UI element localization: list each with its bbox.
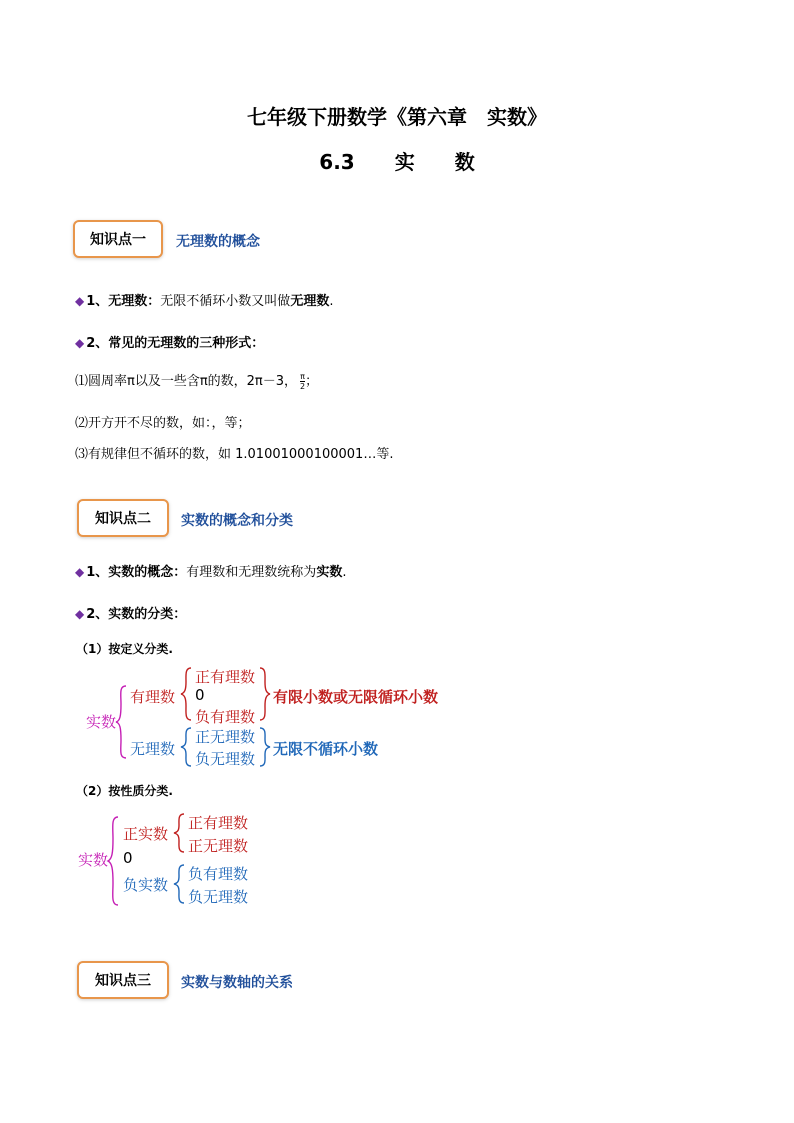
classification-1-label: （1）按定义分类.: [76, 642, 173, 656]
kp2-item-2: ◆ 2、实数的分类：: [75, 607, 187, 622]
tree-rational: 有理数: [130, 688, 176, 706]
tree-root-real: 实数: [78, 851, 109, 869]
tree-negative-irrational: 负无理数: [188, 888, 249, 906]
page-title: 七年级下册数学《第六章 实数》: [247, 105, 547, 129]
kp1-item-1: ◆ 1、无理数：无限不循环小数又叫做无理数.: [75, 294, 334, 309]
tree-root-real: 实数: [86, 713, 117, 731]
tree-zero: 0: [123, 849, 133, 867]
knowledge-point-2-badge: [77, 499, 169, 537]
section-title: 6.3 实 数: [319, 150, 475, 174]
tree-irrational-description: 无限不循环小数: [273, 740, 379, 758]
tree-rational-description: 有限小数或无限循环小数: [273, 688, 439, 706]
tree-positive-rational: 正有理数: [188, 814, 249, 832]
tree-negative-irrational: 负无理数: [195, 750, 256, 768]
tree-irrational: 无理数: [130, 740, 176, 758]
knowledge-point-3-heading: 实数与数轴的关系: [181, 975, 293, 991]
knowledge-point-1-heading: 无理数的概念: [176, 234, 260, 250]
tree-negative-rational: 负有理数: [195, 708, 256, 726]
tree-positive-rational: 正有理数: [195, 668, 256, 686]
left-brace-icon: [114, 684, 128, 760]
diamond-bullet-icon: ◆: [75, 294, 85, 308]
tree-positive-real: 正实数: [123, 825, 169, 843]
tree-negative-rational: 负有理数: [188, 865, 249, 883]
left-brace-icon: [179, 666, 193, 722]
kp2-item-1: ◆ 1、实数的概念：有理数和无理数统称为实数.: [75, 565, 347, 580]
classification-2-label: （2）按性质分类.: [76, 784, 173, 798]
right-brace-icon: [258, 666, 272, 722]
tree-positive-irrational: 正无理数: [195, 728, 256, 746]
badge-label: 知识点三: [95, 973, 151, 989]
tree-negative-real: 负实数: [123, 876, 169, 894]
kp1-item-2: ◆ 2、常见的无理数的三种形式：: [75, 336, 265, 351]
knowledge-point-2-heading: 实数的概念和分类: [181, 513, 293, 529]
irrational-form-3: ⑶有规律但不循环的数，如 1.01001000100001…等.: [75, 447, 394, 462]
diamond-bullet-icon: ◆: [75, 565, 85, 579]
tree-positive-irrational: 正无理数: [188, 837, 249, 855]
left-brace-icon: [172, 812, 186, 854]
left-brace-icon: [106, 815, 120, 907]
pi-over-2-fraction: $\frac{\pi}{2}$: [300, 372, 306, 391]
diamond-bullet-icon: ◆: [75, 336, 85, 350]
right-brace-icon: [258, 726, 272, 768]
diamond-bullet-icon: ◆: [75, 607, 85, 621]
irrational-form-1: ⑴圆周率π以及一些含π的数，2π－3， $\frac{\pi}{2}$ ；: [75, 372, 319, 391]
tree-zero: 0: [195, 686, 205, 704]
badge-label: 知识点二: [95, 511, 151, 527]
left-brace-icon: [179, 726, 193, 768]
left-brace-icon: [172, 863, 186, 905]
knowledge-point-1-badge: [73, 220, 163, 258]
knowledge-point-3-badge: [77, 961, 169, 999]
badge-label: 知识点一: [90, 232, 146, 248]
irrational-form-2: ⑵开方开不尽的数，如：，等；: [75, 416, 251, 431]
